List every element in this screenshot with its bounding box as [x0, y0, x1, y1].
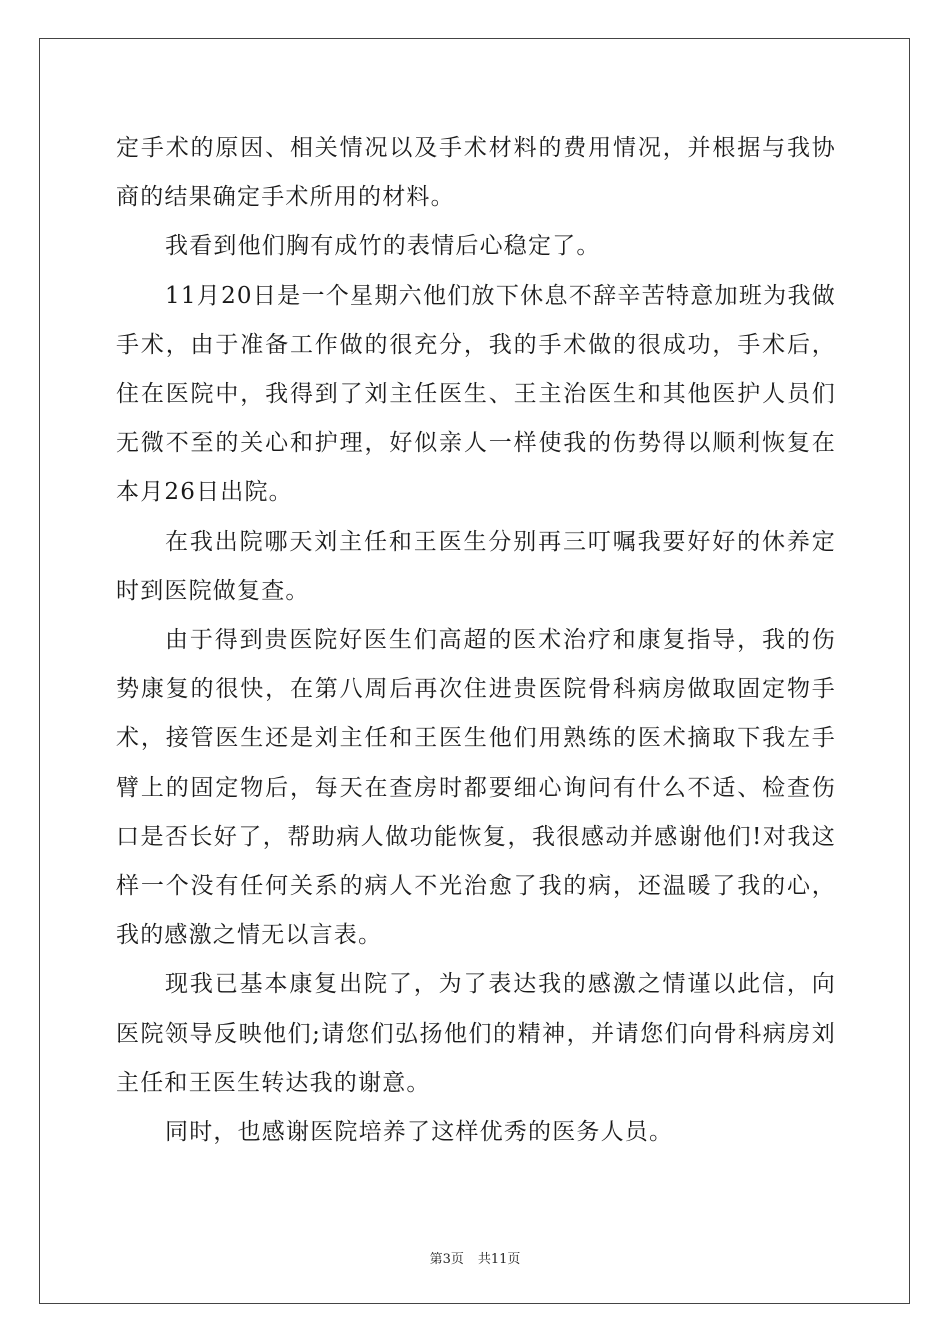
paragraph-2: 我看到他们胸有成竹的表情后心稳定了。 — [165, 233, 601, 260]
page-number: 第3页 — [429, 1252, 464, 1267]
total-pages: 共11页 — [477, 1252, 521, 1267]
paragraph-4: 在我出院哪天刘主任和王医生分别再三叮嘱我要好好的休养定时到医院做复查。 — [116, 528, 836, 604]
paragraph-5: 由于得到贵医院好医生们高超的医术治疗和康复指导，我的伤势康复的很快，在第八周后再次住进贵医院骨科病房做取固定物手术，接管医生还是刘主任和王医生他们用熟练的医术摘取下我左手臂上的固定物后，每天在查房时都要细心询问有什么不适、检查伤口是否长好了，帮助病人做功能恢复，我很感动并感谢他们!对我这样一个没有任何关系的病人不光治愈了我的病，还温暖了我的心，我的感激之情无以言表。 — [116, 627, 836, 949]
paragraph-1: 定手术的原因、相关情况以及手术材料的费用情况，并根据与我协商的结果确定手术所用的材料。 — [116, 135, 836, 211]
paragraph-7: 同时，也感谢医院培养了这样优秀的医务人员。 — [165, 1119, 674, 1146]
paragraph-6: 现我已基本康复出院了，为了表达我的感激之情谨以此信，向医院领导反映他们;请您们弘扬他们的精神，并请您们向骨科病房刘主任和王医生转达我的谢意。 — [116, 971, 836, 1096]
document-body — [116, 124, 836, 1157]
paragraph-3: 11月20日是一个星期六他们放下休息不辞辛苦特意加班为我做手术，由于准备工作做的很充分，我的手术做的很成功，手术后，住在医院中，我得到了刘主任医生、王主治医生和其他医护人员们无微不至的关心和护理，好似亲人一样使我的伤势得以顺利恢复在本月26日出院。 — [116, 282, 836, 506]
page-footer — [0, 1248, 950, 1267]
